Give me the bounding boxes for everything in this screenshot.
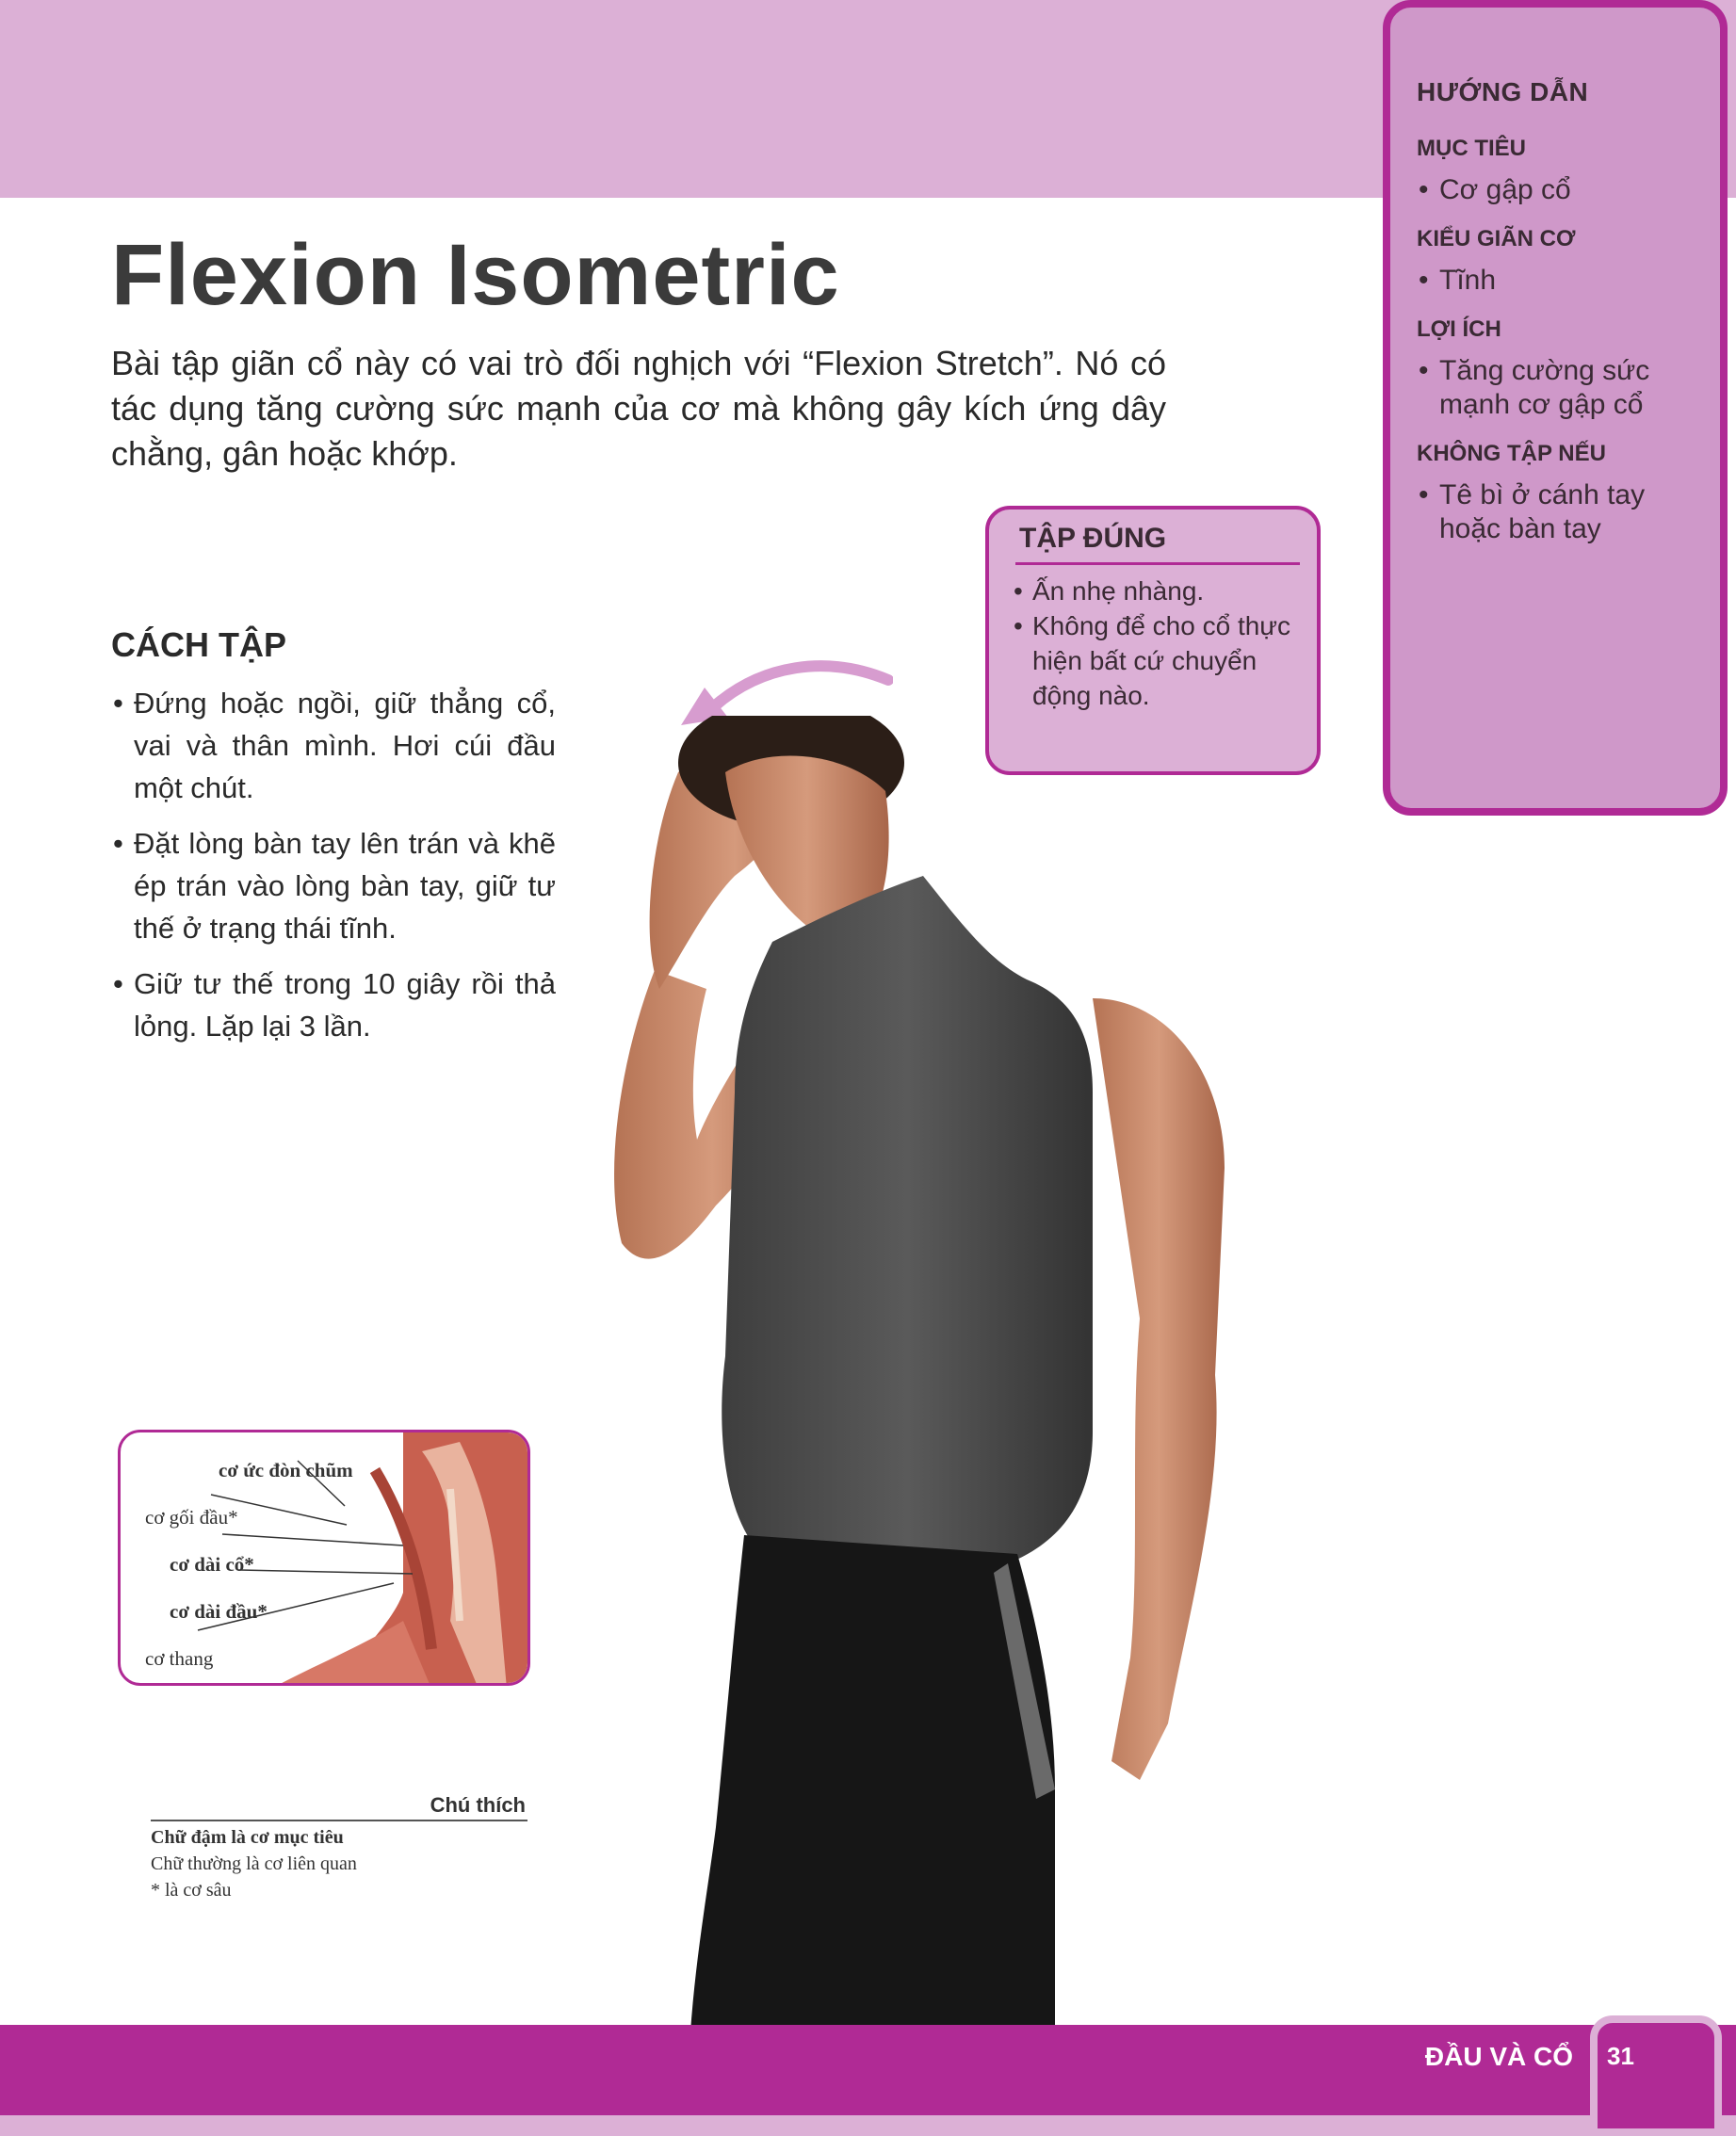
correct-form-item: • Không để cho cổ thực hiện bất cứ chuyển động nào. <box>1012 608 1304 713</box>
muscle-label: cơ dài đầu* <box>170 1600 268 1623</box>
sidebar-title: HƯỚNG DẪN <box>1417 77 1589 106</box>
section-name: ĐẦU VÀ CỔ <box>1424 2042 1573 2071</box>
instructions-list <box>111 682 556 1060</box>
sidebar-section-target <box>1417 136 1699 207</box>
muscle-diagram <box>118 1430 530 1686</box>
instruction-item: • Giữ tư thế trong 10 giây rồi thả lỏng. Lặp lại 3 lần. <box>111 963 556 1047</box>
divider <box>1015 562 1300 565</box>
footer-shade <box>0 2115 1736 2136</box>
page-number-tab <box>1590 2015 1722 2136</box>
intro-paragraph: Bài tập giãn cổ này có vai trò đối nghịch với “Flexion Stretch”. Nó có tác dụng tăng cường sức mạnh của cơ mà không gây kích ứng dây chằng, gân hoặc khớp. <box>111 344 1166 473</box>
sidebar-heading: LỢI ÍCH <box>1417 316 1501 342</box>
exercise-model-illustration <box>565 716 1356 2128</box>
sidebar-heading: KIỂU GIÃN CƠ <box>1417 226 1576 251</box>
sidebar-heading: KHÔNG TẬP NẾU <box>1417 441 1606 466</box>
muscle-label: cơ gối đầu* <box>145 1506 238 1529</box>
correct-form-title: TẬP ĐÚNG <box>1019 523 1167 554</box>
guide-sidebar-content <box>1417 77 1699 565</box>
sidebar-heading: MỤC TIÊU <box>1417 136 1526 161</box>
sidebar-section-type <box>1417 226 1699 298</box>
instruction-item: • Đặt lòng bàn tay lên trán và khẽ ép trán vào lòng bàn tay, giữ tư thế ở trạng thái tĩnh. <box>111 822 556 949</box>
muscle-label: cơ ức đòn chũm <box>219 1459 353 1481</box>
sidebar-section-avoid <box>1417 441 1699 546</box>
correct-form-item: • Ấn nhẹ nhàng. <box>1012 574 1304 608</box>
muscle-label: cơ dài cổ* <box>170 1553 254 1576</box>
sidebar-section-benefits <box>1417 316 1699 422</box>
page-number: 31 <box>1607 2042 1634 2070</box>
sidebar-item: • Tĩnh <box>1417 264 1699 298</box>
instructions-title: CÁCH TẬP <box>111 625 286 664</box>
legend-line: * là cơ sâu <box>151 1880 232 1901</box>
sidebar-item: • Cơ gập cổ <box>1417 173 1699 207</box>
page-title: Flexion Isometric <box>111 227 840 323</box>
muscle-label: cơ thang <box>145 1647 214 1670</box>
legend-line: Chữ đậm là cơ mục tiêu <box>151 1827 344 1848</box>
sidebar-item: • Tê bì ở cánh tay hoặc bàn tay <box>1417 478 1699 546</box>
sidebar-item: • Tăng cường sức mạnh cơ gập cổ <box>1417 354 1699 422</box>
legend-line: Chữ thường là cơ liên quan <box>151 1853 357 1874</box>
divider <box>151 1820 527 1821</box>
instruction-item: • Đứng hoặc ngồi, giữ thẳng cổ, vai và thân mình. Hơi cúi đầu một chút. <box>111 682 556 809</box>
legend-title: Chú thích <box>430 1793 526 1817</box>
